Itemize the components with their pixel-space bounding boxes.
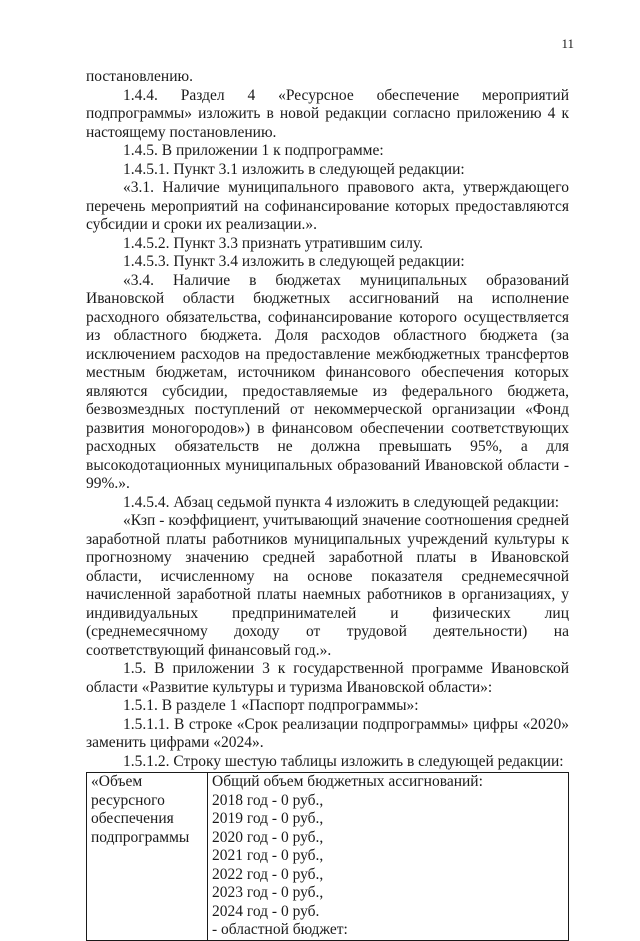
paragraph: «Кзп - коэффициент, учитывающий значение соотношения средней заработной платы работников муниципальных учреждений культуры к прогнозному значению средней заработной платы в Ивановской области, исчисленному на основе показателя среднемесячной начисленной заработной платы наемных работников в организациях, у индивидуальных предпринимателей и физических лиц (среднемесячному доходу от трудовой деятельности) на соответствующий финансовый год.». [86, 512, 569, 659]
cell-line: 2020 год - 0 руб., [212, 828, 324, 846]
document-body [86, 68, 569, 941]
cell-line: 2018 год - 0 руб., [212, 791, 324, 809]
cell-line: Общий объем бюджетных ассигнований: [212, 773, 483, 790]
passport-table [86, 772, 569, 941]
paragraph: 1.4.5.4. Абзац седьмой пункта 4 изложить в следующей редакции: [123, 493, 560, 511]
paragraph: 1.4.5.2. Пункт 3.3 признать утратившим силу. [123, 234, 424, 252]
cell-line: 2021 год - 0 руб., [212, 847, 324, 864]
cell-line: «Объем [91, 773, 143, 790]
cell-line: обеспечения [91, 810, 174, 827]
cell-line: ресурсного [91, 791, 165, 809]
cell-line: - областной бюджет: [212, 921, 348, 938]
paragraph: постановлению. [86, 68, 193, 85]
cell-line: 2019 год - 0 руб., [212, 810, 324, 827]
paragraph: 1.4.5.1. Пункт 3.1 изложить в следующей редакции: [123, 160, 465, 178]
table-row [87, 773, 569, 941]
paragraph: 1.4.4. Раздел 4 «Ресурсное обеспечение мероприятий подпрограммы» изложить в новой редакции согласно приложению 4 к настоящему постановлению. [86, 86, 569, 141]
cell-line: 2022 год - 0 руб., [212, 865, 324, 883]
paragraph: 1.5.1. В разделе 1 «Паспорт подпрограммы»: [123, 697, 419, 714]
paragraph: 1.5. В приложении 3 к государственной программе Ивановской области «Развитие культуры и туризма Ивановской области»: [86, 660, 569, 696]
cell-line: 2024 год - 0 руб. [212, 902, 320, 920]
cell-line: подпрограммы [91, 828, 190, 846]
table-cell-value [208, 773, 569, 941]
cell-line: 2023 год - 0 руб., [212, 884, 324, 901]
paragraph: 1.4.5.3. Пункт 3.4 изложить в следующей редакции: [123, 253, 465, 270]
paragraph: «3.4. Наличие в бюджетах муниципальных образований Ивановской области бюджетных ассигнований на исполнение расходного обязательства, софинансирование которого осуществляется из областного бюджета. Доля расходов областного бюджета (за исключением расходов на предоставление межбюджетных трансфертов местным бюджетам, источником финансового обеспечения которых являются субсидии, предоставляемые из федерального бюджета, безвозмездных поступлений от некоммерческой организации «Фонд развития моногородов») в финансовом обеспечении соответствующих расходных обязательств не должна превышать 95%, а для высокодотационных муниципальных образований Ивановской области - 99%.». [86, 271, 569, 492]
paragraph: «3.1. Наличие муниципального правового акта, утверждающего перечень мероприятий на софинансирование которых предоставляются субсидии и сроки их реализации.». [86, 179, 569, 233]
paragraph: 1.5.1.2. Строку шестую таблицы изложить в следующей редакции: [123, 752, 564, 770]
paragraph: 1.4.5. В приложении 1 к подпрограмме: [123, 142, 384, 159]
paragraph: 1.5.1.1. В строке «Срок реализации подпрограммы» цифры «2020» заменить цифрами «2024». [86, 715, 569, 751]
page-number: 11 [561, 36, 574, 51]
table-cell-label [87, 773, 208, 941]
